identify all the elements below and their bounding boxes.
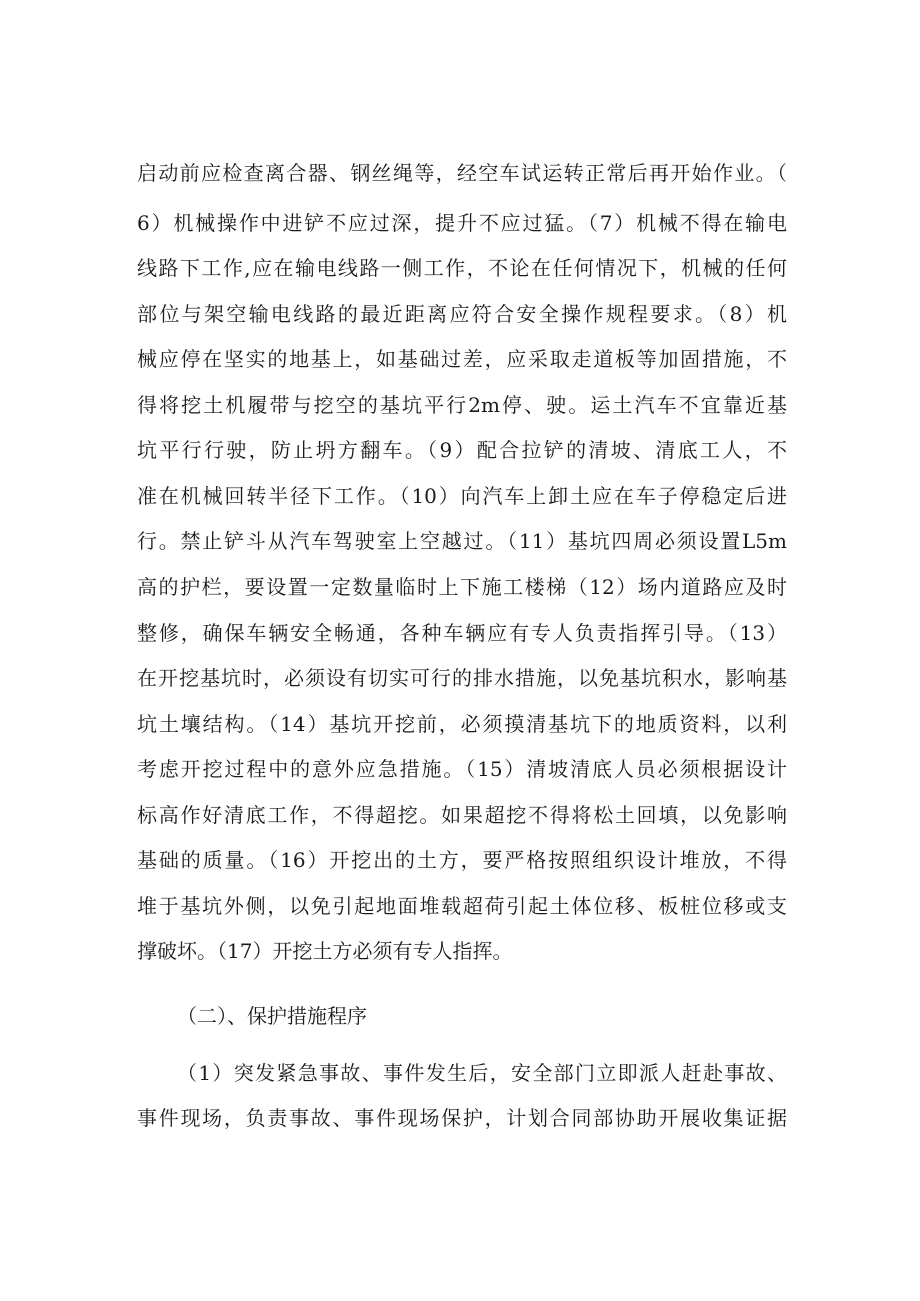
paragraph-line: 在开挖基坑时，必须设有切实可行的排水措施，以免基坑积水，影响基 — [137, 666, 787, 690]
paragraph-line: 高的护栏，要设置一定数量临时上下施工楼梯（12）场内道路应及时 — [137, 575, 787, 599]
paragraph-line: （1）突发紧急事故、事件发生后，安全部门立即派人赶赴事故、 — [177, 1061, 787, 1085]
paragraph-line: 堆于基坑外侧，以免引起地面堆载超荷引起土体位移、板桩位移或支 — [137, 894, 787, 918]
paragraph-line: 考虑开挖过程中的意外应急措施。（15）清坡清底人员必须根据设计 — [137, 757, 787, 781]
paragraph-line: 部位与架空输电线路的最近距离应符合安全操作规程要求。（8）机 — [137, 302, 787, 326]
paragraph-line: 坑平行行驶，防止坍方翻车。（9）配合拉铲的清坡、清底工人，不 — [137, 438, 787, 462]
paragraph-line: 6）机械操作中进铲不应过深，提升不应过猛。（7）机械不得在输电 — [137, 211, 787, 235]
paragraph-line: 坑土壤结构。（14）基坑开挖前，必须摸清基坑下的地质资料，以利 — [137, 712, 787, 736]
paragraph-line: 行。禁止铲斗从汽车驾驶室上空越过。（11）基坑四周必须设置L5m — [137, 529, 787, 553]
paragraph-line: 撑破坏。（17）开挖土方必须有专人指挥。 — [137, 939, 513, 963]
paragraph-line: 基础的质量。（16）开挖出的土方，要严格按照组织设计堆放，不得 — [137, 848, 787, 872]
paragraph-line: 事件现场，负责事故、事件现场保护，计划合同部协助开展收集证据 — [137, 1106, 787, 1130]
paragraph-line: 标高作好清底工作，不得超挖。如果超挖不得将松土回填，以免影响 — [137, 803, 787, 827]
paragraph-line: 得将挖土机履带与挖空的基坑平行2m停、驶。运土汽车不宜靠近基 — [137, 393, 787, 417]
paragraph-line: 准在机械回转半径下工作。（10）向汽车上卸土应在车子停稳定后进 — [137, 484, 787, 508]
paragraph-line: 线路下工作,应在输电线路一侧工作，不论在任何情况下，机械的任何 — [137, 256, 787, 280]
paragraph-line: 整修，确保车辆安全畅通，各种车辆应有专人负责指挥引导。（13） — [137, 621, 787, 645]
section-heading: （二）、保护措施程序 — [177, 1004, 367, 1028]
paragraph-line: 启动前应检查离合器、钢丝绳等，经空车试运转正常后再开始作业。（ — [137, 161, 787, 185]
paragraph-line: 械应停在坚实的地基上，如基础过差，应采取走道板等加固措施，不 — [137, 347, 787, 371]
